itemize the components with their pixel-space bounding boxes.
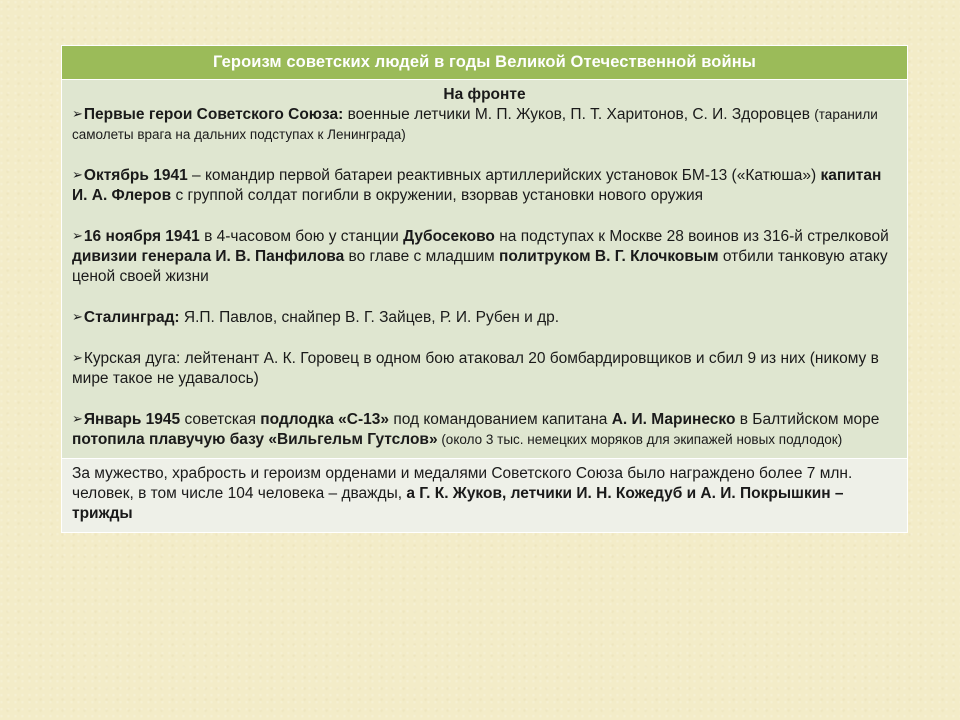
entry-text: Курская дуга: лейтенант А. К. Горовец в одном бою атаковал 20 бомбардировщиков и сбил 9 из них (никому в мире такое не удавалось) (72, 350, 879, 387)
entry-bold: капитан И. А. Флеров (72, 167, 882, 204)
entry-text: – командир первой батареи реактивных артиллерийских установок БМ-13 («Катюша») (187, 167, 821, 184)
front-title: На фронте (443, 86, 526, 103)
list-item (72, 165, 897, 206)
entry-text: с группой солдат погибли в окружении, взорвав установки нового оружия (171, 187, 704, 204)
award-text: За мужество, храбрость и героизм орденами и медалями Советского Союза было награждено более 7 млн. человек, в том числе 104 человека – дважды, (72, 465, 853, 502)
arrow-bullet-icon: ➢ (72, 350, 83, 365)
entry-bold: политруком В. Г. Клочковым (499, 248, 719, 265)
entry-text: на подступах к Москве 28 воинов из 316-й стрелковой (494, 228, 889, 245)
entry-note: (около 3 тыс. немецких моряков для экипажей новых подлодок) (437, 432, 843, 447)
entry-bold: подлодка «С-13» (260, 411, 390, 428)
entry-lead: 16 ноября 1941 (83, 228, 200, 245)
list-item (72, 226, 897, 287)
entry-bold: А. И. Маринеско (611, 411, 736, 428)
front-cell (62, 80, 908, 459)
entry-text: в Балтийском море (735, 411, 880, 428)
award-bold: а Г. К. Жуков, летчики И. Н. Кожедуб и А. И. Покрышкин – трижды (72, 485, 844, 522)
list-item (72, 409, 897, 450)
entry-text: во главе с младшим (344, 248, 499, 265)
award-cell (62, 459, 908, 533)
arrow-bullet-icon: ➢ (72, 228, 83, 243)
arrow-bullet-icon: ➢ (72, 167, 83, 182)
heroism-table (61, 45, 908, 533)
arrow-bullet-icon: ➢ (72, 411, 83, 426)
entry-text: военные летчики М. П. Жуков, П. Т. Харитонов, С. И. Здоровцев (343, 106, 815, 123)
list-item (72, 307, 897, 328)
entry-note: (таранили самолеты врага на дальних подступах к Ленинграда) (72, 107, 878, 142)
entry-text: под командованием капитана (389, 411, 612, 428)
entry-bold: дивизии генерала И. В. Панфилова (72, 248, 345, 265)
entry-text: Я.П. Павлов, снайпер В. Г. Зайцев, Р. И. Рубен и др. (179, 309, 560, 326)
entry-lead: Октябрь 1941 (83, 167, 188, 184)
table-title: Героизм советских людей в годы Великой Отечественной войны (62, 46, 908, 80)
arrow-bullet-icon: ➢ (72, 106, 83, 121)
front-row (62, 80, 908, 459)
table-header-row (62, 46, 908, 80)
list-item (72, 348, 897, 389)
entry-text: в 4-часовом бою у станции (199, 228, 404, 245)
entry-text: отбили танковую атаку ценой своей жизни (72, 248, 888, 285)
entry-bold: Дубосеково (403, 228, 495, 245)
entry-lead: Первые герои Советского Союза: (83, 106, 344, 123)
entry-text: советская (180, 411, 261, 428)
entry-lead: Январь 1945 (83, 411, 181, 428)
entry-bold: потопила плавучую базу «Вильгельм Гутслов» (72, 431, 438, 448)
list-item (72, 104, 897, 145)
arrow-bullet-icon: ➢ (72, 309, 83, 324)
award-row (62, 459, 908, 533)
entry-lead: Сталинград: (83, 309, 180, 326)
